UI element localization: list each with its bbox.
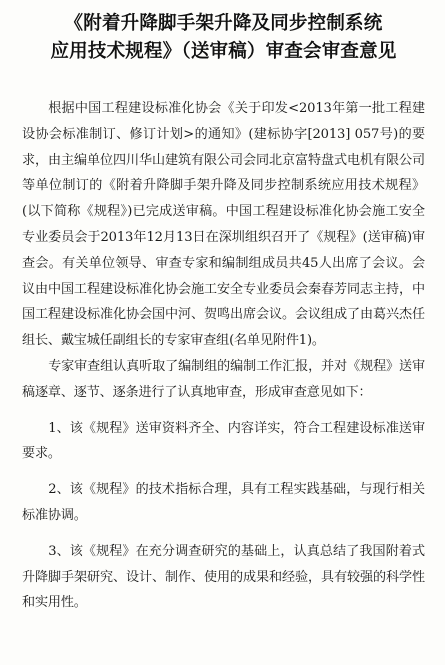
paragraph-review-intro: 专家审查组认真听取了编制组的编制工作汇报，并对《规程》送审稿逐章、逐节、逐条进行了认真地审查，形成审查意见如下： bbox=[22, 358, 425, 400]
title-line-1: 《附着升降脚手架升降及同步控制系统 bbox=[64, 13, 383, 34]
opinion-item-3: 3、该《规程》在充分调查研究的基础上，认真总结了我国附着式升降脚手架研究、设计、制作、使用的成果和经验，具有较强的科学性和实用性。 bbox=[22, 543, 425, 611]
paragraph-background: 根据中国工程建设标准化协会《关于印发<2013年第一批工程建设协会标准制订、修订计划>的通知》(建标协字[2013] 057号)的要求，由主编单位四川华山建筑有限公司会同北京富特盘式电机有限公司等单位制订的《附着升降脚手架升降及同步控制系统应用技术规程》(以下简称《规程》)已完成送审稿。中国工程建设标准化协会施工安全专业委员会于2013年12月13日在深圳组织召开了《规程》(送审稿)审查会。有关单位领导、审查专家和编制组成员共45人出席了会议。会议由中国工程建设标准化协会施工安全专业委员会秦春芳同志主持，中国工程建设标准化协会国中河、贺鸣出席会议。会议组成了由葛兴杰任组长、戴宝城任副组长的专家审查组(名单见附件1)。 bbox=[22, 101, 425, 349]
title-line-2: 应用技术规程》（送审稿）审查会审查意见 bbox=[50, 41, 397, 62]
opinion-item-1: 1、该《规程》送审资料齐全、内容详实，符合工程建设标准送审要求。 bbox=[22, 420, 425, 462]
document-body bbox=[22, 96, 425, 616]
document-title bbox=[22, 10, 425, 66]
opinion-item-2: 2、该《规程》的技术指标合理，具有工程实践基础，与现行相关标准协调。 bbox=[22, 482, 425, 523]
